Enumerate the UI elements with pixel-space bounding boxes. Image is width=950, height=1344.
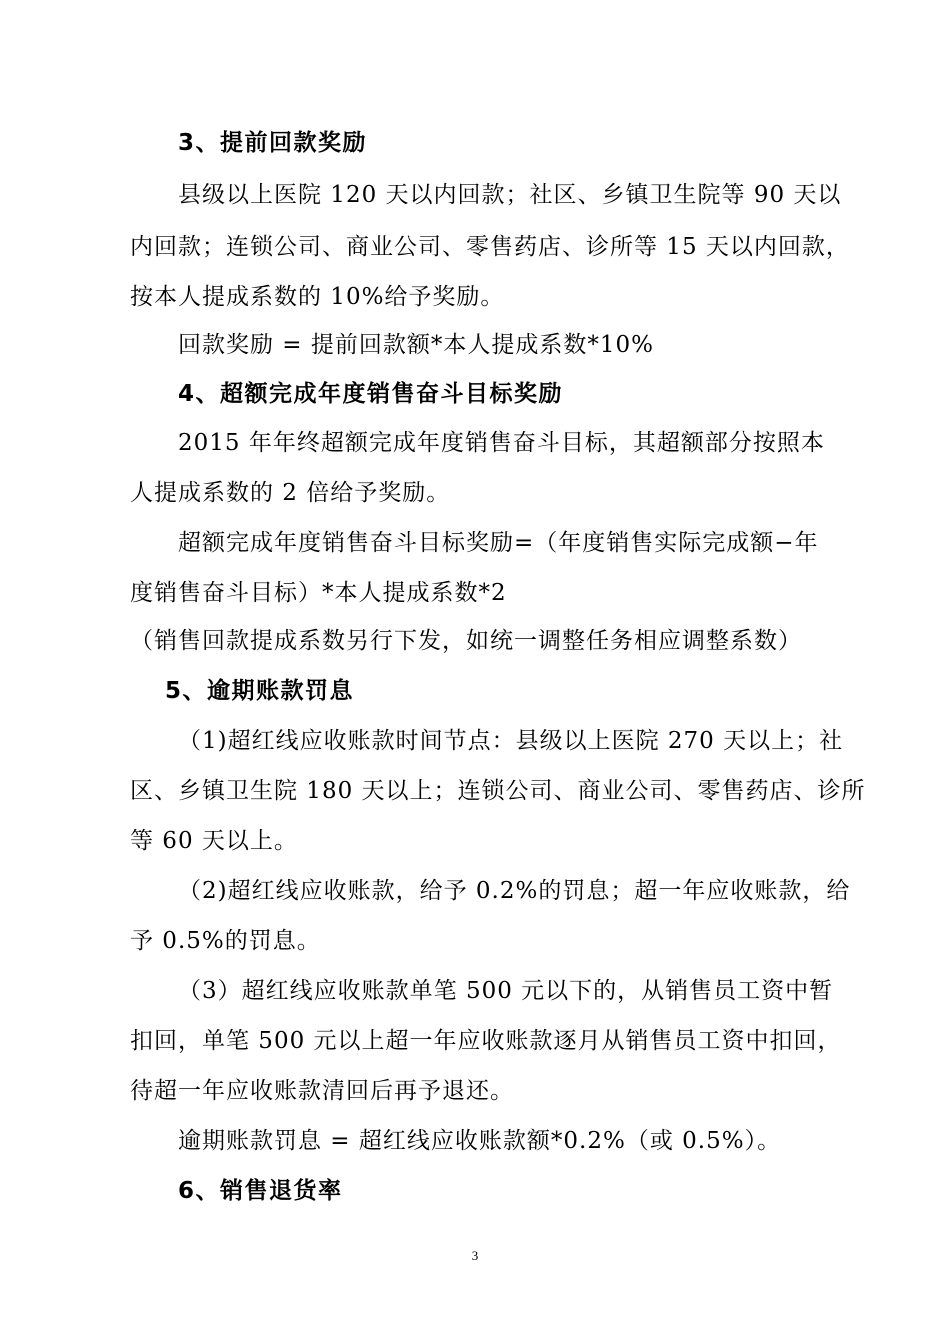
section-3-formula: 回款奖励 = 提前回款额*本人提成系数*10%	[178, 332, 655, 358]
section-4-para-line-2: 人提成系数的 2 倍给予奖励。	[130, 480, 451, 506]
page-number: 3	[471, 1248, 479, 1263]
section-3-heading: 3、提前回款奖励	[178, 130, 368, 156]
section-5-item-3-line-3: 待超一年应收账款清回后再予退还。	[130, 1078, 514, 1104]
section-4-para-line-1: 2015 年年终超额完成年度销售奋斗目标，其超额部分按照本	[178, 430, 825, 456]
section-4-heading: 4、超额完成年度销售奋斗目标奖励	[178, 381, 564, 407]
section-5-formula: 逾期账款罚息 = 超红线应收账款额*0.2%（或 0.5%）。	[178, 1128, 782, 1154]
section-5-heading: 5、逾期账款罚息	[165, 678, 355, 704]
section-3-para-line-2: 内回款；连锁公司、商业公司、零售药店、诊所等 15 天以内回款，	[130, 234, 850, 260]
section-4-formula-line-2: 度销售奋斗目标）*本人提成系数*2	[130, 580, 507, 606]
section-3-para-line-3: 按本人提成系数的 10%给予奖励。	[130, 284, 505, 310]
section-5-item-3-line-2: 扣回，单笔 500 元以上超一年应收账款逐月从销售员工资中扣回，	[130, 1028, 842, 1054]
section-5-item-1-line-3: 等 60 天以上。	[130, 828, 298, 854]
section-5-item-2-line-2: 予 0.5%的罚息。	[130, 928, 321, 954]
section-3-para-line-1: 县级以上医院 120 天以内回款；社区、乡镇卫生院等 90 天以	[178, 182, 842, 208]
section-5-item-1-line-2: 区、乡镇卫生院 180 天以上；连锁公司、商业公司、零售药店、诊所	[130, 778, 866, 804]
section-4-formula-line-1: 超额完成年度销售奋斗目标奖励=（年度销售实际完成额−年	[178, 530, 819, 556]
section-6-heading: 6、销售退货率	[178, 1178, 343, 1204]
section-4-note: （销售回款提成系数另行下发，如统一调整任务相应调整系数）	[130, 628, 802, 654]
section-5-item-2-line-1: （2)超红线应收账款，给予 0.2%的罚息；超一年应收账款，给	[178, 878, 851, 904]
section-5-item-1-line-1: （1)超红线应收账款时间节点：县级以上医院 270 天以上；社	[178, 728, 844, 754]
section-5-item-3-line-1: （3）超红线应收账款单笔 500 元以下的，从销售员工资中暂	[178, 978, 834, 1004]
